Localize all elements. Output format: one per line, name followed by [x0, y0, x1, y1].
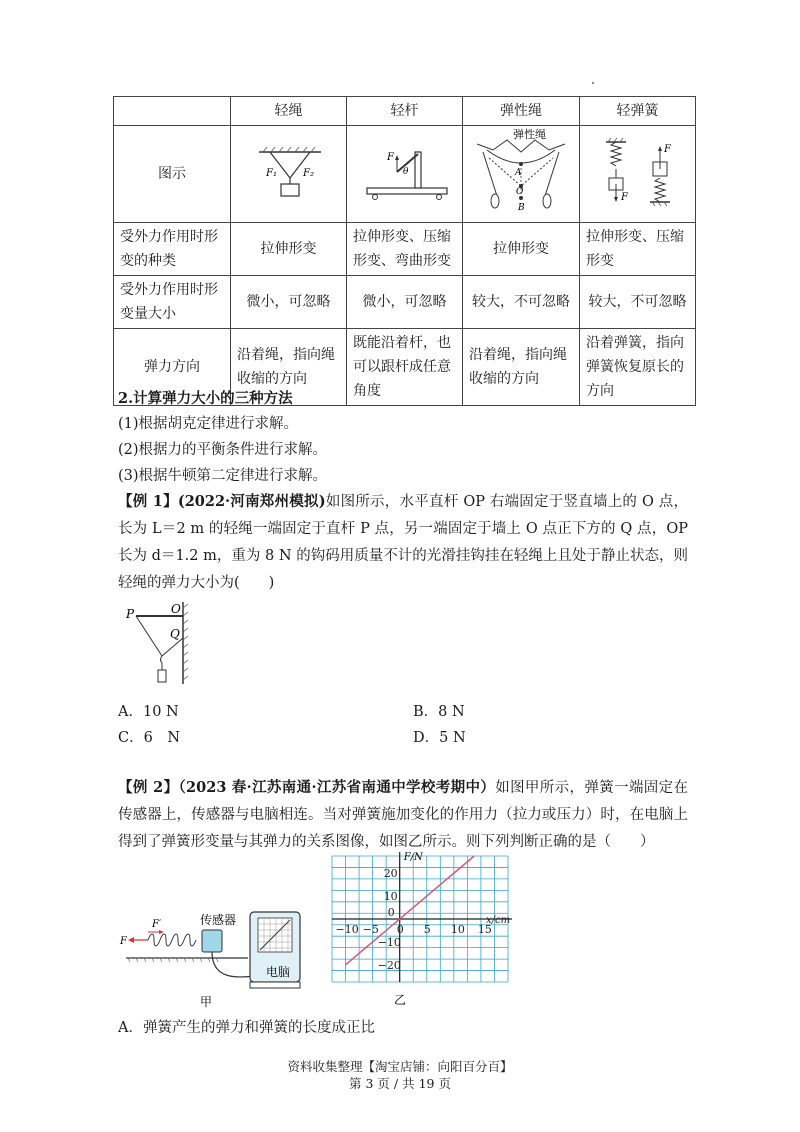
- spring-right: [655, 178, 665, 202]
- header-cell: 弹性绳: [463, 97, 580, 126]
- label-f: F: [386, 152, 394, 163]
- table-cell: 拉伸形变: [463, 223, 580, 276]
- x-tick-label: 0: [396, 923, 404, 936]
- sensor-box: [202, 930, 222, 952]
- figure-jia: [118, 900, 318, 1012]
- table-cell: 拉伸形变、压缩形变: [580, 223, 696, 276]
- y-tick-label: −20: [377, 958, 401, 972]
- base-plate: [367, 188, 447, 194]
- figure-cell-elastic: [463, 126, 580, 223]
- label-f2: F₂: [302, 168, 314, 179]
- table-row: [114, 276, 696, 329]
- header-cell: 轻绳: [231, 97, 347, 126]
- table-cell: 拉伸形变: [231, 223, 347, 276]
- elastic-rope-diagram: [469, 128, 573, 212]
- example1-tag: 【例 1】: [118, 493, 178, 510]
- example2-body: 如图甲所示，弹簧一端固定在传感器上，传感器与电脑相连。当对弹簧施加变化的作用力（拉力或压力）时，在电脑上得到了弹簧形变量与其弹力的关系图像，如图乙所示。则下列判断正确的是（ ）: [118, 780, 689, 850]
- scan-dot: [592, 82, 594, 84]
- example1-text: [118, 488, 688, 597]
- cable: [212, 952, 254, 977]
- label-q: Q: [170, 627, 180, 641]
- spring: [148, 934, 196, 946]
- table-row: [114, 223, 696, 276]
- row-label: 受外力作用时形变量大小: [114, 276, 231, 329]
- y-tick-label: 20: [383, 867, 398, 881]
- table-cell: 沿着绳，指向绳收缩的方向: [463, 329, 580, 406]
- row-label: 图示: [114, 126, 231, 223]
- rod-diagram: [355, 128, 455, 212]
- example2-source: （2023 春·江苏南通·江苏省南通中学校考期中）: [178, 779, 496, 796]
- table-cell: 较大，不可忽略: [463, 276, 580, 329]
- table-cell: 较大，不可忽略: [580, 276, 696, 329]
- hook-weight: [158, 670, 166, 682]
- spring-diagram: [588, 128, 688, 212]
- x-tick-label: 10: [450, 923, 465, 936]
- figure-yi-chart: [322, 848, 518, 1006]
- chart-series: [346, 856, 475, 965]
- y-tick-label: 0: [387, 906, 395, 919]
- option-a: A．10 N: [118, 704, 179, 720]
- caption-jia: 甲: [200, 995, 213, 1009]
- example1-body: 如图所示，水平直杆 OP 右端固定于竖直墙上的 O 点，长为 L＝2 m 的轻绳一端固定于直杆 P 点，另一端固定于墙上 O 点正下方的 Q 点，OP 长为 d＝1.2 m，重为 8 N 的钩码用质量不计的光滑挂钩挂在轻绳上且处于静止状态，则轻绳的弹力大小为( ): [118, 494, 688, 591]
- example1-figure: [120, 598, 210, 688]
- caption-yi: 乙: [394, 993, 407, 1006]
- label-elastic-title: 弹性绳: [513, 128, 546, 141]
- series-line: [346, 856, 475, 965]
- figure-cell-rod: [347, 126, 463, 223]
- header-cell: 轻杆: [347, 97, 463, 126]
- x-tick-label: −5: [362, 923, 379, 936]
- y-tick-label: 10: [383, 890, 398, 904]
- table-cell: 沿着绳，指向绳收缩的方向: [231, 329, 347, 406]
- table-cell: 微小，可忽略: [231, 276, 347, 329]
- method-item: (2)根据力的平衡条件进行求解。: [118, 442, 328, 458]
- table-row: [114, 126, 696, 223]
- page-number: 第 3 页 / 共 19 页: [349, 1076, 451, 1091]
- label-o: O: [516, 187, 524, 197]
- figure-cell-rope: [231, 126, 347, 223]
- label-theta: θ: [402, 167, 408, 177]
- left-hand: [491, 194, 499, 208]
- header-cell: [114, 97, 231, 126]
- row-label: 受外力作用时形变的种类: [114, 223, 231, 276]
- option-d: D．5 N: [413, 730, 466, 746]
- y-tick-label: −10: [377, 935, 401, 949]
- y-axis-label: F/N: [403, 852, 423, 863]
- label-o: O: [171, 602, 181, 616]
- rope-diagram: [239, 128, 339, 212]
- method-item: (1)根据胡克定律进行求解。: [118, 416, 299, 432]
- table-header-row: [114, 97, 696, 126]
- weight-block: [281, 184, 299, 196]
- method-item: (3)根据牛顿第二定律进行求解。: [118, 468, 328, 484]
- x-tick-label: 15: [477, 923, 492, 936]
- table-cell: 微小，可忽略: [347, 276, 463, 329]
- label-a: A: [515, 168, 522, 178]
- option-b: B．8 N: [413, 704, 465, 720]
- label-sensor: 传感器: [200, 913, 237, 927]
- table-cell: 拉伸形变、压缩形变、弯曲形变: [347, 223, 463, 276]
- example2-tag: 【例 2】: [118, 779, 179, 796]
- table-cell: 既能沿着杆，也可以跟杆成任意角度: [347, 329, 463, 406]
- x-tick-label: 5: [423, 923, 431, 936]
- label-f1: F₁: [265, 168, 277, 179]
- x-axis-label: x/cm: [486, 915, 511, 926]
- table-cell: 沿着弹簧，指向弹簧恢复原长的方向: [580, 329, 696, 406]
- header-cell: 轻弹簧: [580, 97, 696, 126]
- option-c: C．6 N: [118, 730, 181, 746]
- label-computer: 电脑: [266, 965, 291, 979]
- x-tick-label: −10: [335, 923, 359, 936]
- example1-source: (2022·河南郑州模拟): [177, 493, 326, 510]
- rope-p: [136, 616, 162, 656]
- label-b: B: [518, 203, 525, 212]
- figure-cell-spring: [580, 126, 696, 223]
- option-a-ex2: A．弹簧产生的弹力和弹簧的长度成正比: [118, 1020, 375, 1036]
- right-hand: [543, 194, 551, 208]
- label-f-right: F: [663, 144, 671, 155]
- spring-left: [611, 142, 621, 166]
- comparison-table: [113, 96, 696, 406]
- label-f: F: [120, 936, 127, 947]
- example2-text: [118, 774, 688, 856]
- row-label: 弹力方向: [114, 329, 231, 406]
- label-fprime: F′: [152, 919, 162, 930]
- label-p: P: [126, 607, 135, 621]
- label-f-left: F: [620, 192, 628, 203]
- footer-source: 资料收集整理【淘宝店铺：向阳百分百】: [287, 1059, 513, 1074]
- vertical-post: [415, 152, 421, 188]
- section-title: 2.计算弹力大小的三种方法: [118, 390, 293, 407]
